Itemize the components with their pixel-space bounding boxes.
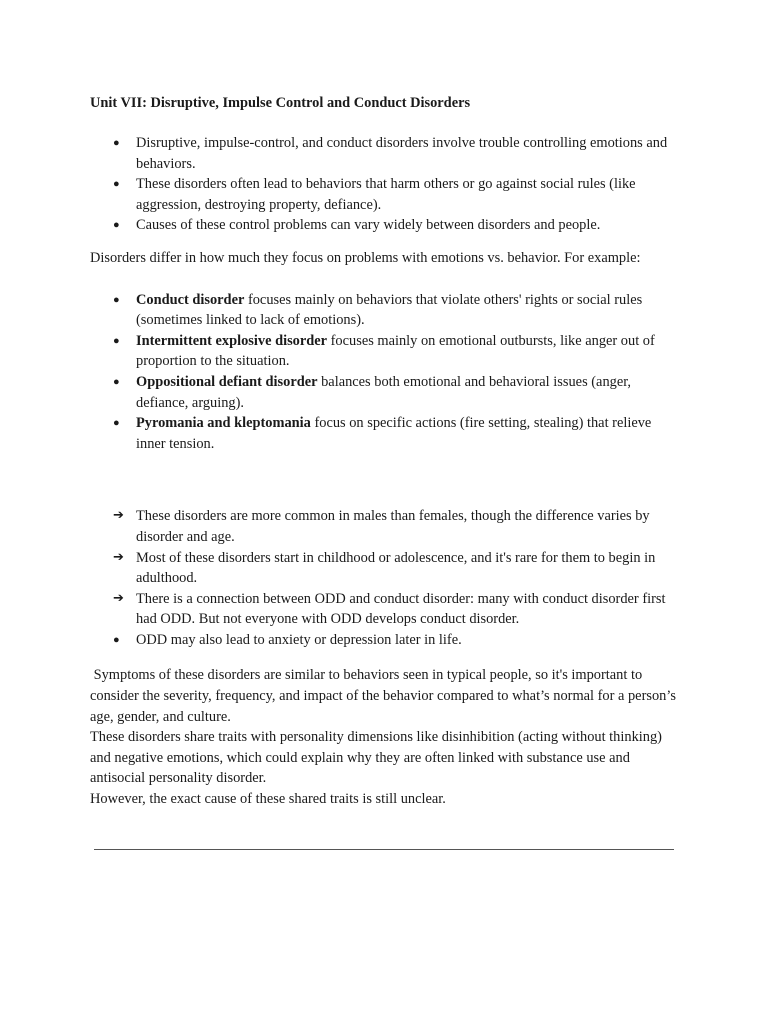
disorder-bullet-list bbox=[90, 290, 680, 455]
horizontal-divider bbox=[94, 849, 674, 850]
bullet-icon: ● bbox=[113, 219, 120, 232]
unit-title: Unit VII: Disruptive, Impulse Control and Conduct Disorders bbox=[90, 95, 471, 111]
intro-bullet-item bbox=[90, 133, 680, 174]
final-bullet-item bbox=[90, 630, 680, 651]
disorder-description: focus on specific actions (fire setting, stealing) that relieve inner tension. bbox=[136, 415, 652, 452]
closing-section bbox=[90, 665, 680, 809]
closing-paragraph: However, the exact cause of these shared traits is still unclear. bbox=[90, 791, 446, 808]
disorder-term: Conduct disorder bbox=[136, 291, 245, 308]
document-body bbox=[90, 93, 680, 810]
arrow-bullet-text: Most of these disorders start in childhood or adolescence, and it's rare for them to begin in adulthood. bbox=[136, 549, 656, 587]
intro-bullet-item bbox=[90, 174, 680, 215]
bullet-icon: ● bbox=[113, 375, 120, 388]
final-bullet-text: ODD may also lead to anxiety or depression later in life. bbox=[136, 631, 462, 648]
arrow-bullet-item bbox=[90, 506, 680, 547]
disorder-description: balances both emotional and behavioral issues (anger, defiance, arguing). bbox=[136, 373, 632, 411]
disorder-bullet-item bbox=[90, 413, 680, 454]
arrow-right-icon: ➔ bbox=[113, 508, 124, 524]
arrow-bullet-item bbox=[90, 548, 680, 589]
bullet-icon: ● bbox=[113, 334, 120, 347]
disorder-term: Oppositional defiant disorder bbox=[136, 373, 318, 390]
bullet-icon: ● bbox=[113, 137, 120, 149]
intro-bullet-list bbox=[90, 133, 680, 236]
intro-bullet-item bbox=[90, 215, 680, 236]
disorder-term: Pyromania and kleptomania bbox=[136, 415, 311, 432]
bullet-icon: ● bbox=[113, 178, 120, 191]
intro-bullet-text: Disruptive, impulse-control, and conduct disorders involve trouble controlling emotions and behaviors. bbox=[136, 135, 668, 172]
arrow-bullet-item bbox=[90, 589, 680, 630]
bullet-icon: ● bbox=[113, 293, 120, 306]
arrow-bullet-list bbox=[90, 506, 680, 650]
disorder-description: focuses mainly on behaviors that violate others' rights or social rules (sometimes linked to lack of emotions). bbox=[136, 291, 643, 329]
closing-paragraph: Symptoms of these disorders are similar to behaviors seen in typical people, so it's important to consider the severity, frequency, and impact of the behavior compared to what’s normal for a person’s age, gender, and culture. bbox=[90, 667, 680, 725]
disorder-bullet-item bbox=[90, 331, 680, 372]
disorder-bullet-item bbox=[90, 372, 680, 413]
arrow-bullet-text: There is a connection between ODD and conduct disorder: many with conduct disorder first had ODD. But not everyone with ODD develops conduct disorder. bbox=[136, 590, 666, 628]
arrow-right-icon: ➔ bbox=[113, 549, 124, 565]
disorder-term: Intermittent explosive disorder bbox=[136, 332, 328, 349]
bullet-icon: ● bbox=[113, 417, 120, 430]
comparison-intro: Disorders differ in how much they focus on problems with emotions vs. behavior. For example: bbox=[90, 249, 641, 266]
arrow-bullet-text: These disorders are more common in males than females, though the difference varies by disorder and age. bbox=[136, 508, 650, 545]
intro-bullet-text: These disorders often lead to behaviors that harm others or go against social rules (like aggression, destroying property, defiance). bbox=[136, 176, 636, 213]
disorder-bullet-item bbox=[90, 290, 680, 331]
closing-paragraph: These disorders share traits with personality dimensions like disinhibition (acting without thinking) and negative emotions, which could explain why they are often linked with substance use and antisocial personality disorder. bbox=[90, 729, 662, 787]
bullet-icon: ● bbox=[113, 633, 120, 646]
disorder-description: focuses mainly on emotional outbursts, like anger out of proportion to the situation. bbox=[136, 332, 655, 370]
arrow-right-icon: ➔ bbox=[113, 590, 124, 606]
intro-bullet-text: Causes of these control problems can vary widely between disorders and people. bbox=[136, 217, 601, 234]
